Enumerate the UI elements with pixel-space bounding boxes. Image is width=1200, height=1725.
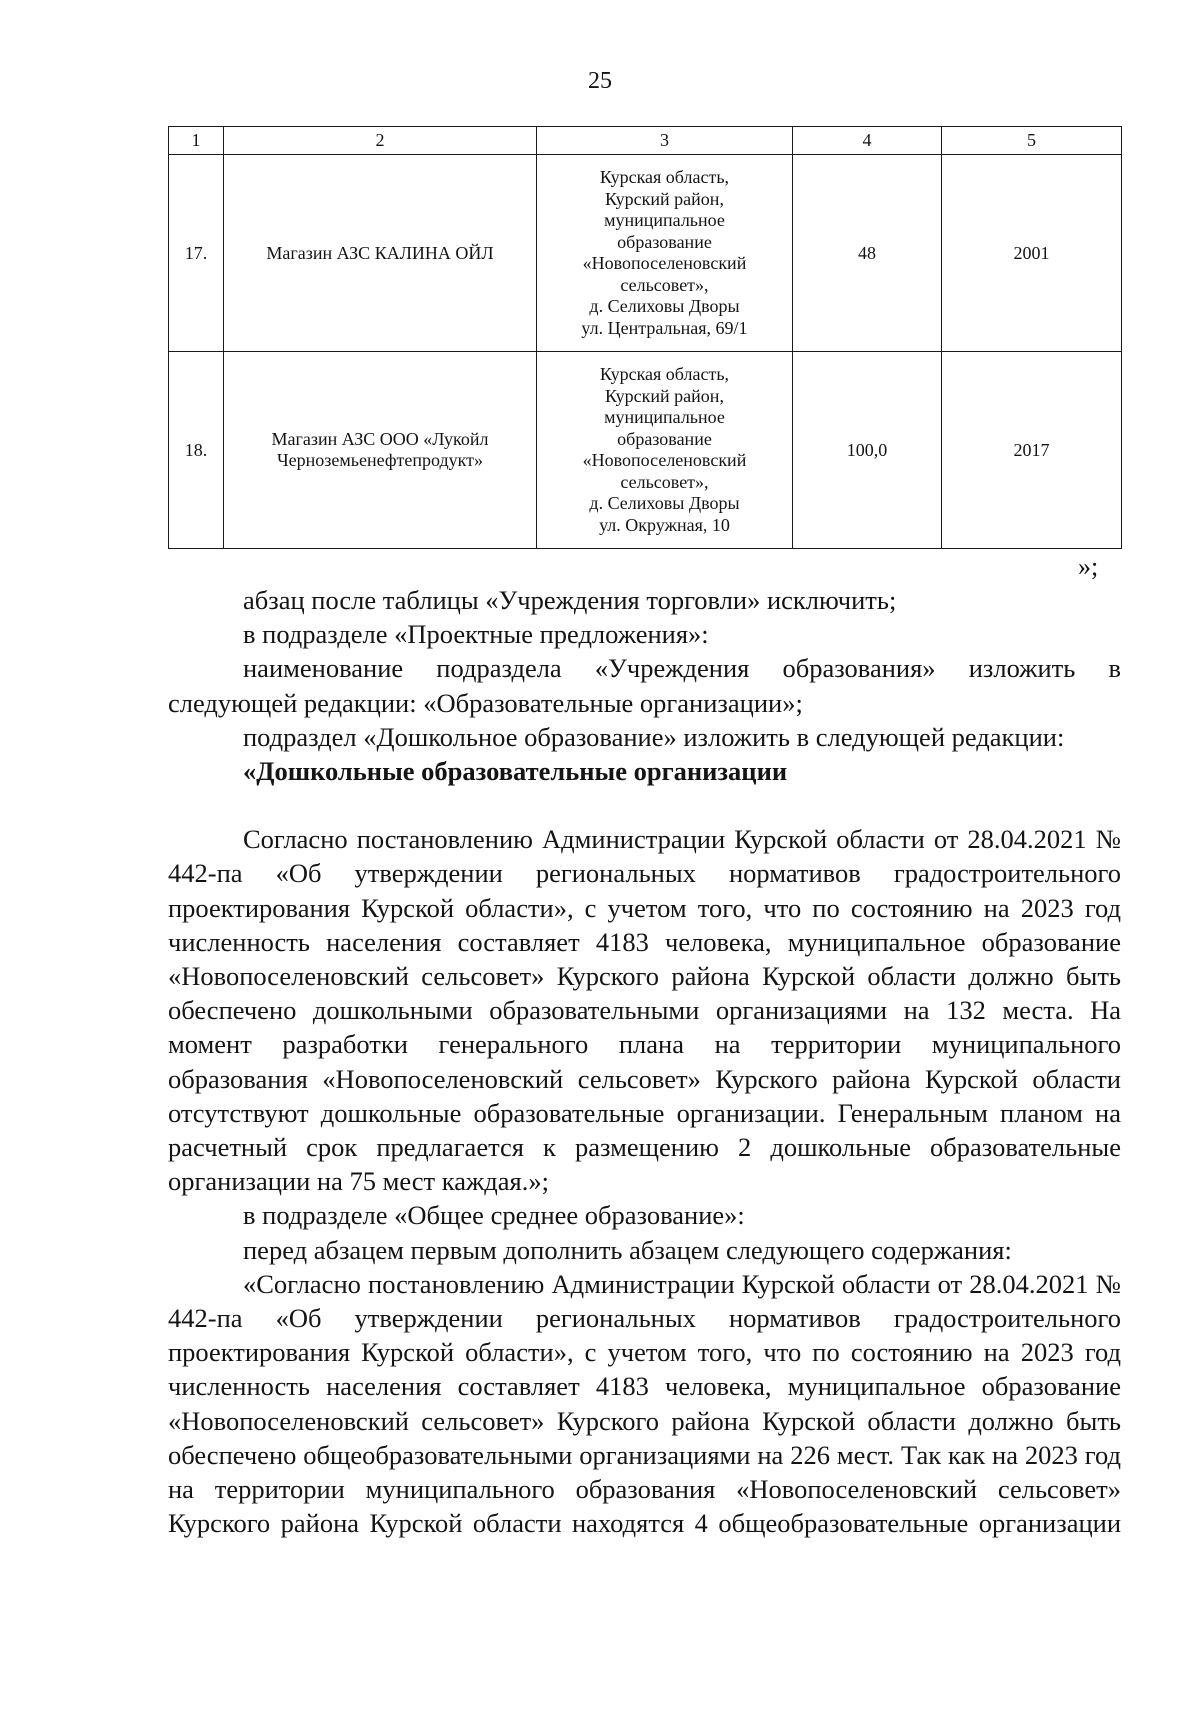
address-line: Курская область, xyxy=(599,364,730,384)
column-header: 3 xyxy=(537,127,793,155)
address-line: сельсовет», xyxy=(620,274,709,295)
address-line: муниципальное xyxy=(604,407,725,427)
column-header: 4 xyxy=(793,127,942,155)
address-line: Курский район, xyxy=(605,385,724,406)
facility-year: 2017 xyxy=(942,352,1122,549)
address-line: д. Селиховы Дворы xyxy=(589,296,740,316)
row-number: 17. xyxy=(169,155,224,352)
address-line: образование xyxy=(617,428,712,449)
address-line: Курская область, xyxy=(599,167,730,187)
address-line: Курский район, xyxy=(605,188,724,209)
address-line: д. Селиховы Дворы xyxy=(589,493,740,513)
paragraph: в подразделе «Общее среднее образование»: xyxy=(243,1200,745,1231)
facility-address xyxy=(537,352,793,549)
column-header: 1 xyxy=(169,127,224,155)
address-line: «Новопоселеновский xyxy=(582,253,747,273)
address-line: образование xyxy=(617,231,712,252)
paragraph: подраздел «Дошкольное образование» изложить в следующей редакции: xyxy=(243,721,1065,752)
address-line: сельсовет», xyxy=(620,471,709,492)
address-line: ул. Центральная, 69/1 xyxy=(581,317,748,338)
section-heading: «Дошкольные образовательные организации xyxy=(243,756,788,787)
facility-value: 100,0 xyxy=(793,352,942,549)
table-row xyxy=(169,155,1122,352)
table-header-row xyxy=(169,127,1122,155)
paragraph: «Согласно постановлению Администрации Курской области от 28.04.2021 № 442-па «Об утверждении региональных нормативов градостроительного проектирования Курской области», с учетом того, что по состоянию на 2023 год численность населения составляет 4183 человека, муниципальное образование «Новопоселеновский сельсовет» Курского района Курской области должно быть обеспечено общеобразовательными организациями на 226 мест. Так как на 2023 год на территории муниципального образования «Новопоселеновский сельсовет» Курского района Курской области находятся 4 общеобразовательные организации xyxy=(168,1268,1121,1539)
row-number: 18. xyxy=(169,352,224,549)
facility-year: 2001 xyxy=(942,155,1122,352)
paragraph: перед абзацем первым дополнить абзацем следующего содержания: xyxy=(243,1234,1012,1265)
facility-name: Магазин АЗС КАЛИНА ОЙЛ xyxy=(224,155,537,352)
closing-quote-mark: »; xyxy=(1078,552,1099,581)
facility-name: Магазин АЗС ООО «Лукойл Черноземьенефтепродукт» xyxy=(224,352,537,549)
address-line: муниципальное xyxy=(604,210,725,230)
paragraph: наименование подраздела «Учреждения образования» изложить в следующей редакции: «Образовательные организации»; xyxy=(168,653,1121,718)
paragraph: в подразделе «Проектные предложения»: xyxy=(243,619,709,650)
column-header: 5 xyxy=(942,127,1122,155)
paragraph: абзац после таблицы «Учреждения торговли» исключить; xyxy=(243,585,897,615)
retail-facilities-table xyxy=(168,126,1122,549)
column-header: 2 xyxy=(224,127,537,155)
address-line: ул. Окружная, 10 xyxy=(599,514,730,535)
facility-address xyxy=(537,155,793,352)
facility-value: 48 xyxy=(793,155,942,352)
address-line: «Новопоселеновский xyxy=(582,450,747,470)
document-body xyxy=(168,583,1121,1540)
table-row xyxy=(169,352,1122,549)
paragraph: Согласно постановлению Администрации Курской области от 28.04.2021 № 442-па «Об утверждении региональных нормативов градостроительного проектирования Курской области», с учетом того, что по состоянию на 2023 год численность населения составляет 4183 человека, муниципальное образование «Новопоселеновский сельсовет» Курского района Курской области должно быть обеспечено дошкольными образовательными организациями на 132 места. На момент разработки генерального плана на территории муниципального образования «Новопоселеновский сельсовет» Курского района Курской области отсутствуют дошкольные образовательные организации. Генеральным планом на расчетный срок предлагается к размещению 2 дошкольные образовательные организации на 75 мест каждая.»; xyxy=(168,824,1121,1197)
page-number: 25 xyxy=(588,68,612,94)
